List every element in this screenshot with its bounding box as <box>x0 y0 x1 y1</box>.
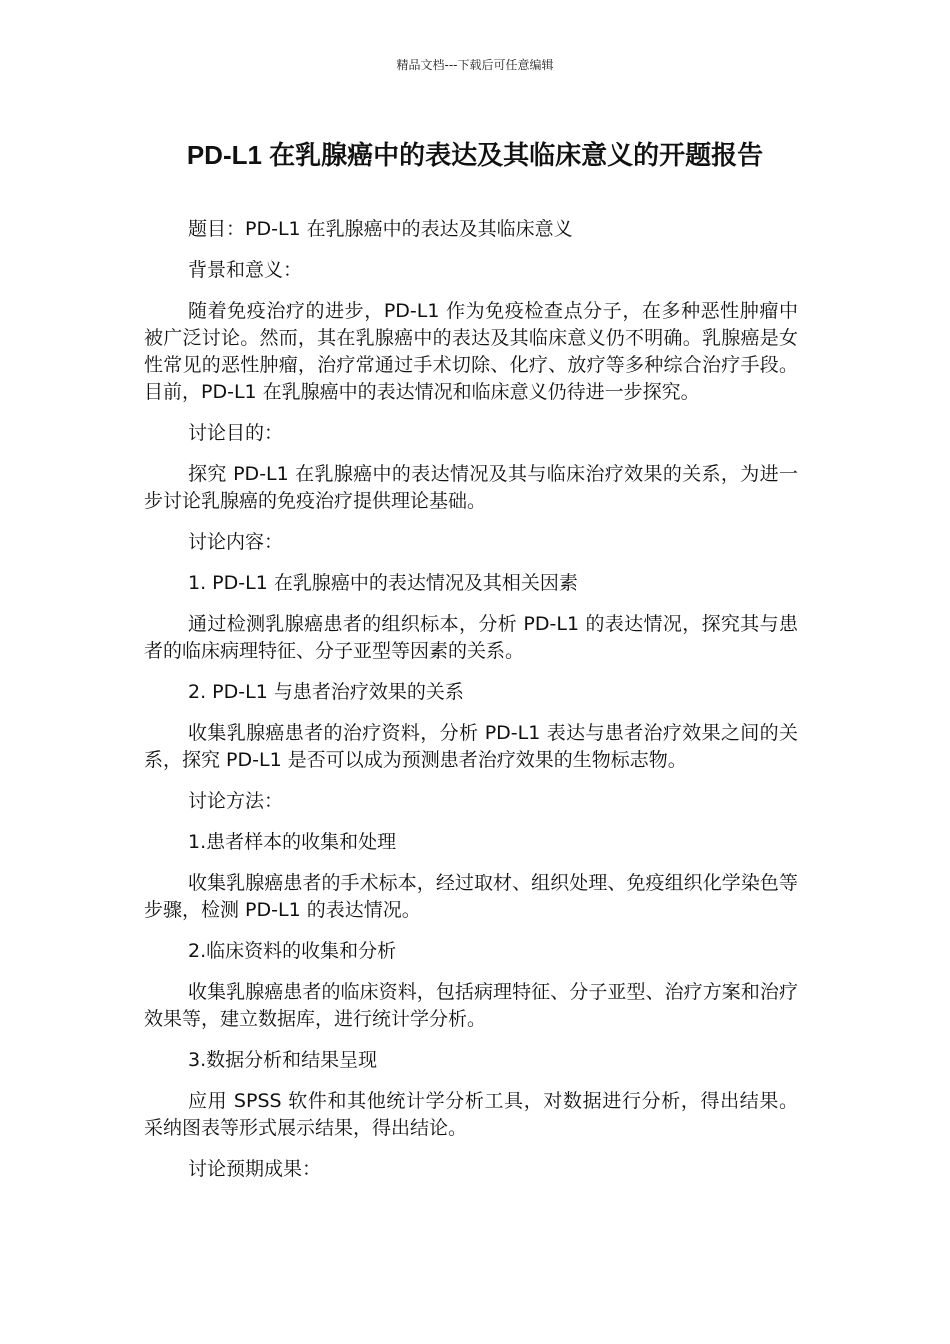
content-item-1-title: 1. PD-L1 在乳腺癌中的表达情况及其相关因素 <box>188 572 578 594</box>
heading-background: 背景和意义： <box>188 259 303 281</box>
heading-expected-results: 讨论预期成果： <box>188 1158 322 1180</box>
header-note: 精品文档---下载后可任意编辑 <box>396 58 554 72</box>
content-item-2-text: 收集乳腺癌患者的治疗资料，分析 PD-L1 表达与患者治疗效果之间的关系，探究 PD-L1 是否可以成为预测患者治疗效果的生物标志物。 <box>144 722 798 771</box>
method-3-text: 应用 SPSS 软件和其他统计学分析工具，对数据进行分析，得出结果。采纳图表等形式展示结果，得出结论。 <box>144 1090 798 1139</box>
heading-methods: 讨论方法： <box>188 790 284 812</box>
heading-purpose: 讨论目的： <box>188 422 284 444</box>
para-purpose: 探究 PD-L1 在乳腺癌中的表达情况及其与临床治疗效果的关系，为进一步讨论乳腺癌的免疫治疗提供理论基础。 <box>144 463 798 512</box>
method-3-title: 3.数据分析和结果呈现 <box>188 1049 378 1071</box>
method-1-title: 1.患者样本的收集和处理 <box>188 831 397 853</box>
para-background: 随着免疫治疗的进步，PD-L1 作为免疫检查点分子，在多种恶性肿瘤中被广泛讨论。然而，其在乳腺癌中的表达及其临床意义仍不明确。乳腺癌是女性常见的恶性肿瘤，治疗常通过手术切除、化疗、放疗等多种综合治疗手段。目前，PD-L1 在乳腺癌中的表达情况和临床意义仍待进一步探究。 <box>144 300 798 403</box>
document-title: PD-L1 在乳腺癌中的表达及其临床意义的开题报告 <box>186 140 764 170</box>
method-1-text: 收集乳腺癌患者的手术标本，经过取材、组织处理、免疫组织化学染色等步骤，检测 PD-L1 的表达情况。 <box>144 872 798 921</box>
content-item-1-text: 通过检测乳腺癌患者的组织标本，分析 PD-L1 的表达情况，探究其与患者的临床病理特征、分子亚型等因素的关系。 <box>144 613 798 662</box>
heading-content: 讨论内容： <box>188 531 284 553</box>
para-topic: 题目：PD-L1 在乳腺癌中的表达及其临床意义 <box>188 218 573 240</box>
method-2-title: 2.临床资料的收集和分析 <box>188 940 397 962</box>
method-2-text: 收集乳腺癌患者的临床资料，包括病理特征、分子亚型、治疗方案和治疗效果等，建立数据库，进行统计学分析。 <box>144 981 798 1030</box>
document-body <box>144 216 798 1197</box>
content-item-2-title: 2. PD-L1 与患者治疗效果的关系 <box>188 681 464 703</box>
